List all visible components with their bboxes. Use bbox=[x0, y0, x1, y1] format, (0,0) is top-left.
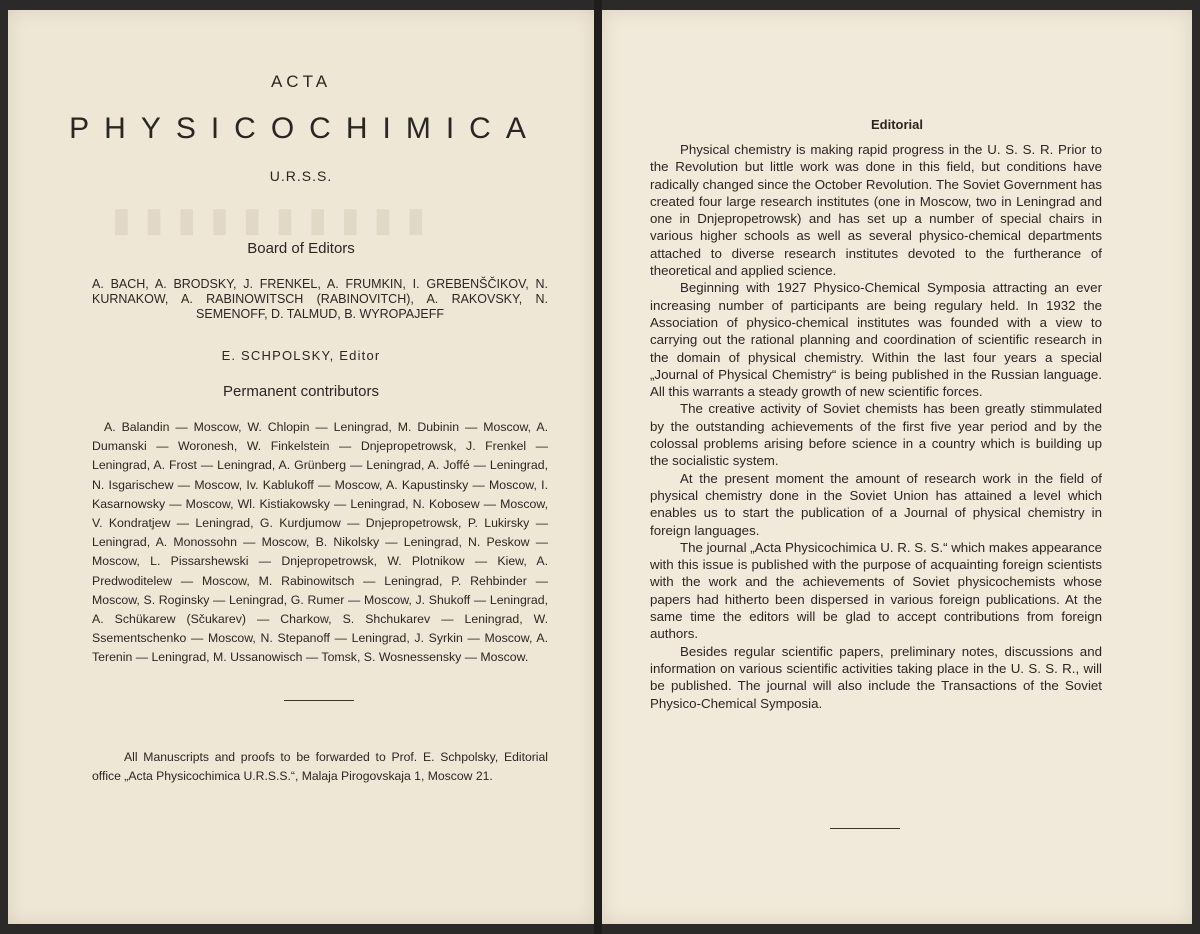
journal-title: PHYSICOCHIMICA bbox=[69, 112, 541, 145]
contributors-heading: Permanent contributors bbox=[223, 383, 379, 400]
board-of-editors-heading: Board of Editors bbox=[247, 240, 355, 257]
left-page bbox=[8, 10, 594, 924]
show-through-decoration: ▮▮▮▮▮▮▮▮▮▮ bbox=[98, 201, 426, 239]
contributors-list: A. Balandin — Moscow, W. Chlopin — Leningrad, M. Dubinin — Moscow, A. Dumanski — Woronesh, W. Finkelstein — Dnjepropetrowsk, J. Frenkel — Leningrad, A. Frost — Leningrad, A. Grünberg — Leningrad, A. Joffé — Leningrad, N. Isgarischew — Moscow, Iv. Kablukoff — Moscow, A. Kapustinsky — Moscow, I. Kasarnowsky — Moscow, Wl. Kistiakowsky — Leningrad, N. Kobosew — Moscow, V. Kondratjew — Leningrad, G. Kurdjumow — Dnjepropetrowsk, P. Lukirsky — Leningrad, A. Monossohn — Moscow, B. Nikolsky — Leningrad, N. Peskow — Moscow, L. Pissarshewski — Dnjepropetrowsk, W. Plotnikow — Kiew, A. Predwoditelew — Moscow, M. Rabinowitsch — Leningrad, P. Rehbinder — Moscow, S. Roginsky — Leningrad, G. Rumer — Moscow, J. Shukoff — Leningrad, A. Schükarew (Sčukarev) — Charkow, S. Shchukarev — Leningrad, W. Ssementschenko — Moscow, N. Stepanoff — Leningrad, J. Syrkin — Moscow, A. Terenin — Leningrad, M. Ussanowisch — Tomsk, S. Wosnessensky — Moscow. bbox=[92, 420, 548, 665]
editorial-title: Editorial bbox=[870, 117, 923, 132]
editor-line: E. SCHPOLSKY, Editor bbox=[221, 348, 381, 363]
editorial-paragraph: The journal „Acta Physicochimica U. R. S. S.“ which makes appearance with this issue is published with the purpose of acquainting foreign scientists with the work and the achievements of Soviet physicochemists whose papers had hitherto been dispersed in various foreign publications. At the same time the editors will be glad to accept contributions from foreign authors. bbox=[650, 539, 1102, 642]
urss-subtitle: U.R.S.S. bbox=[269, 168, 333, 184]
editorial-paragraph: Physical chemistry is making rapid progress in the U. S. S. R. Prior to the Revolution but little work was done in this field, but conditions have radically changed since the October Revolution. The Soviet Government has created four large research institutes (one in Moscow, two in Leningrad and one in Dnjepropetrowsk) and has set up a number of special chairs in various higher schools as well as several physico-chemical departments attached to diverse research institutes devoted to the furtherance of theoretical and applied science. bbox=[650, 142, 1102, 279]
book-spine bbox=[594, 0, 602, 934]
manuscripts-notice: All Manuscripts and proofs to be forwarded to Prof. E. Schpolsky, Editorial office „Acta Physicochimica U.R.S.S.“, Malaja Pirogovskaja 1, Moscow 21. bbox=[92, 750, 548, 783]
editorial-paragraph: At the present moment the amount of research work in the field of physical chemistry done in the Soviet Union has attained a level which enables us to start the publication of a Journal of physical chemistry in foreign languages. bbox=[650, 470, 1102, 538]
editorial-body bbox=[650, 141, 1102, 712]
acta-heading: ACTA bbox=[270, 72, 332, 91]
board-members: A. BACH, A. BRODSKY, J. FRENKEL, A. FRUMKIN, I. GREBENŠČIKOV, N. KURNAKOW, A. RABINOWITSCH (RABINOVITCH), A. RAKOVSKY, N. SEMENOFF, D. TALMUD, B. WYROPAJEFF bbox=[92, 277, 548, 321]
editorial-paragraph: Beginning with 1927 Physico-Chemical Symposia attracting an ever increasing number of participants are being regulary held. In 1932 the Association of physico-chemical institutes was founded with a view to carrying out the rational planning and coordination of scientific research in the domain of physical chemistry. Within the last four years a special „Journal of Physical Chemistry“ is being published in the Russian language. All this warrants a steady growth of new scientific forces. bbox=[650, 280, 1102, 400]
editorial-paragraph: Besides regular scientific papers, preliminary notes, discussions and information on various scientific activities taking place in the U. S. S. R., will be published. The journal will also include the Transactions of the Soviet Physico-Chemical Symposia. bbox=[650, 643, 1102, 711]
divider-rule bbox=[830, 828, 900, 829]
right-page bbox=[602, 10, 1192, 924]
editorial-paragraph: The creative activity of Soviet chemists has been greatly stimmulated by the outstanding achievements of the first five year period and by the colossal problems arising before science in a country which is building up the socialistic system. bbox=[650, 401, 1102, 469]
divider-rule bbox=[284, 700, 354, 701]
